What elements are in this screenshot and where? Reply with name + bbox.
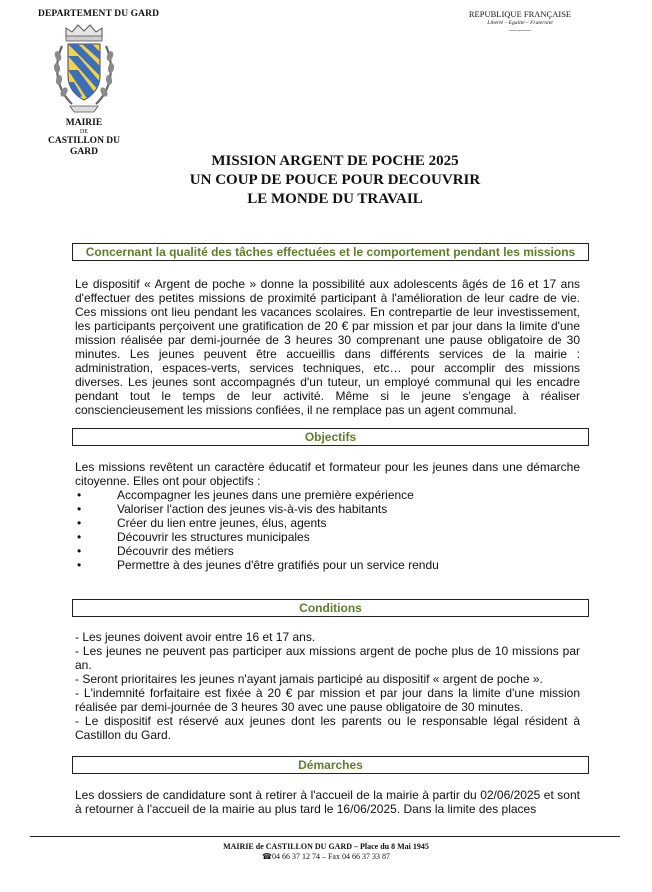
footer <box>0 842 652 862</box>
section-heading-qualite <box>72 243 589 261</box>
bullet-icon: • <box>77 488 82 502</box>
list-item <box>75 558 580 572</box>
list-item <box>75 502 580 516</box>
title-line-1: MISSION ARGENT DE POCHE 2025 <box>211 153 459 169</box>
footer-divider <box>30 836 620 837</box>
section-objectifs-content <box>75 460 580 572</box>
list-item-text: Créer du lien entre jeunes, élus, agents <box>117 516 327 530</box>
list-item <box>75 488 580 502</box>
section-conditions-content <box>75 630 580 742</box>
list-item-text: Découvrir les structures municipales <box>117 530 310 544</box>
section-demarches-text <box>75 788 580 816</box>
bullet-icon: • <box>77 544 82 558</box>
condition-item: - L'indemnité forfaitaire est fixée à 20 € par mission et par jour dans la limite d'une mission réalisée par demi-journée de 3 heures 30 avec une pause obligatoire de 30 minutes. <box>75 686 580 714</box>
list-item-text: Permettre à des jeunes d'être gratifiés pour un service rendu <box>117 558 439 572</box>
section-heading-demarches-text: Démarches <box>298 758 363 772</box>
objectifs-list <box>75 488 580 572</box>
page-title <box>80 152 590 209</box>
republic-header <box>455 9 585 34</box>
bullet-icon: • <box>77 558 82 572</box>
section-heading-conditions-text: Conditions <box>299 601 362 615</box>
list-item-text: Découvrir des métiers <box>117 544 234 558</box>
title-line-3: LE MONDE DU TRAVAIL <box>247 191 423 207</box>
section-qualite-text <box>75 277 580 417</box>
bullet-icon: • <box>77 502 82 516</box>
republic-label: REPUBLIQUE FRANÇAISE <box>468 9 572 19</box>
condition-item: - Le dispositif est réservé aux jeunes dont les parents ou le responsable légal résident à Castillon du Gard. <box>75 714 580 742</box>
coat-of-arms-icon <box>52 22 116 116</box>
section-heading-objectifs <box>72 428 589 446</box>
section-heading-objectifs-text: Objectifs <box>304 430 357 444</box>
footer-phone: ☎04 66 37 12 74 – Fax 04 66 37 33 87 <box>262 852 390 861</box>
republic-motto: Liberté – Egalité – Fraternité <box>487 20 553 26</box>
section-heading-conditions <box>72 599 589 617</box>
title-line-2: UN COUP DE POUCE POUR DECOUVRIR <box>189 172 481 188</box>
qualite-paragraph: Le dispositif « Argent de poche » donne la possibilité aux adolescents âgés de 16 et 17 ans d'effectuer des petites missions de proximité participant à l'amélioration de leur cadre de vie. Ces missions ont lieu pendant les vacances scolaires. En contrepartie de leur investissement, les participants perçoivent une gratification de 20 € par mission et par jour dans la limite d'une mission réalisée par demi-journée de 3 heures 30 comprenant une pause obligatoire de 30 minutes. Les jeunes peuvent être accueillis dans différents services de la mairie : administration, espaces-verts, services techniques, etc… pour accomplir des missions diverses. Les jeunes sont accompagnés d'un tuteur, un employé communal qui les encadre pendant tout le temps de leur activité. Même si le jeune s'engage à réaliser consciencieusement les missions confiées, il ne remplace pas un agent communal. <box>75 277 580 417</box>
section-heading-qualite-text: Concernant la qualité des tâches effectuées et le comportement pendant les missions <box>85 245 576 259</box>
list-item <box>75 516 580 530</box>
list-item-text: Accompagner les jeunes dans une première expérience <box>117 488 414 502</box>
demarches-paragraph: Les dossiers de candidature sont à retirer à l'accueil de la mairie à partir du 02/06/2025 et sont à retourner à l'accueil de la mairie au plus tard le 16/06/2025. Dans la limite des places <box>75 788 580 816</box>
section-heading-demarches <box>72 756 589 774</box>
bullet-icon: • <box>77 516 82 530</box>
list-item-text: Valoriser l'action des jeunes vis-à-vis des habitants <box>117 502 388 516</box>
bullet-icon: • <box>77 530 82 544</box>
mairie-label: MAIRIE <box>65 118 103 128</box>
list-item <box>75 544 580 558</box>
objectifs-intro: Les missions revêtent un caractère éducatif et formateur pour les jeunes dans une démarche citoyenne. Elles ont pour objectifs : <box>75 460 580 488</box>
mairie-de: DE <box>80 129 88 135</box>
department-label: DEPARTEMENT DU GARD <box>38 9 160 19</box>
condition-item: - Les jeunes ne peuvent pas participer aux missions argent de poche plus de 10 missions par an. <box>75 644 580 672</box>
footer-address: MAIRIE de CASTILLON DU GARD – Place du 8 Mai 1945 <box>223 842 429 851</box>
motto-rule: ----------- <box>509 28 531 34</box>
town-label: CASTILLON DU GARD <box>47 136 121 157</box>
condition-item: - Les jeunes doivent avoir entre 16 et 17 ans. <box>75 630 316 644</box>
condition-item: - Seront prioritaires les jeunes n'ayant jamais participé au dispositif « argent de poche ». <box>75 672 543 686</box>
list-item <box>75 530 580 544</box>
